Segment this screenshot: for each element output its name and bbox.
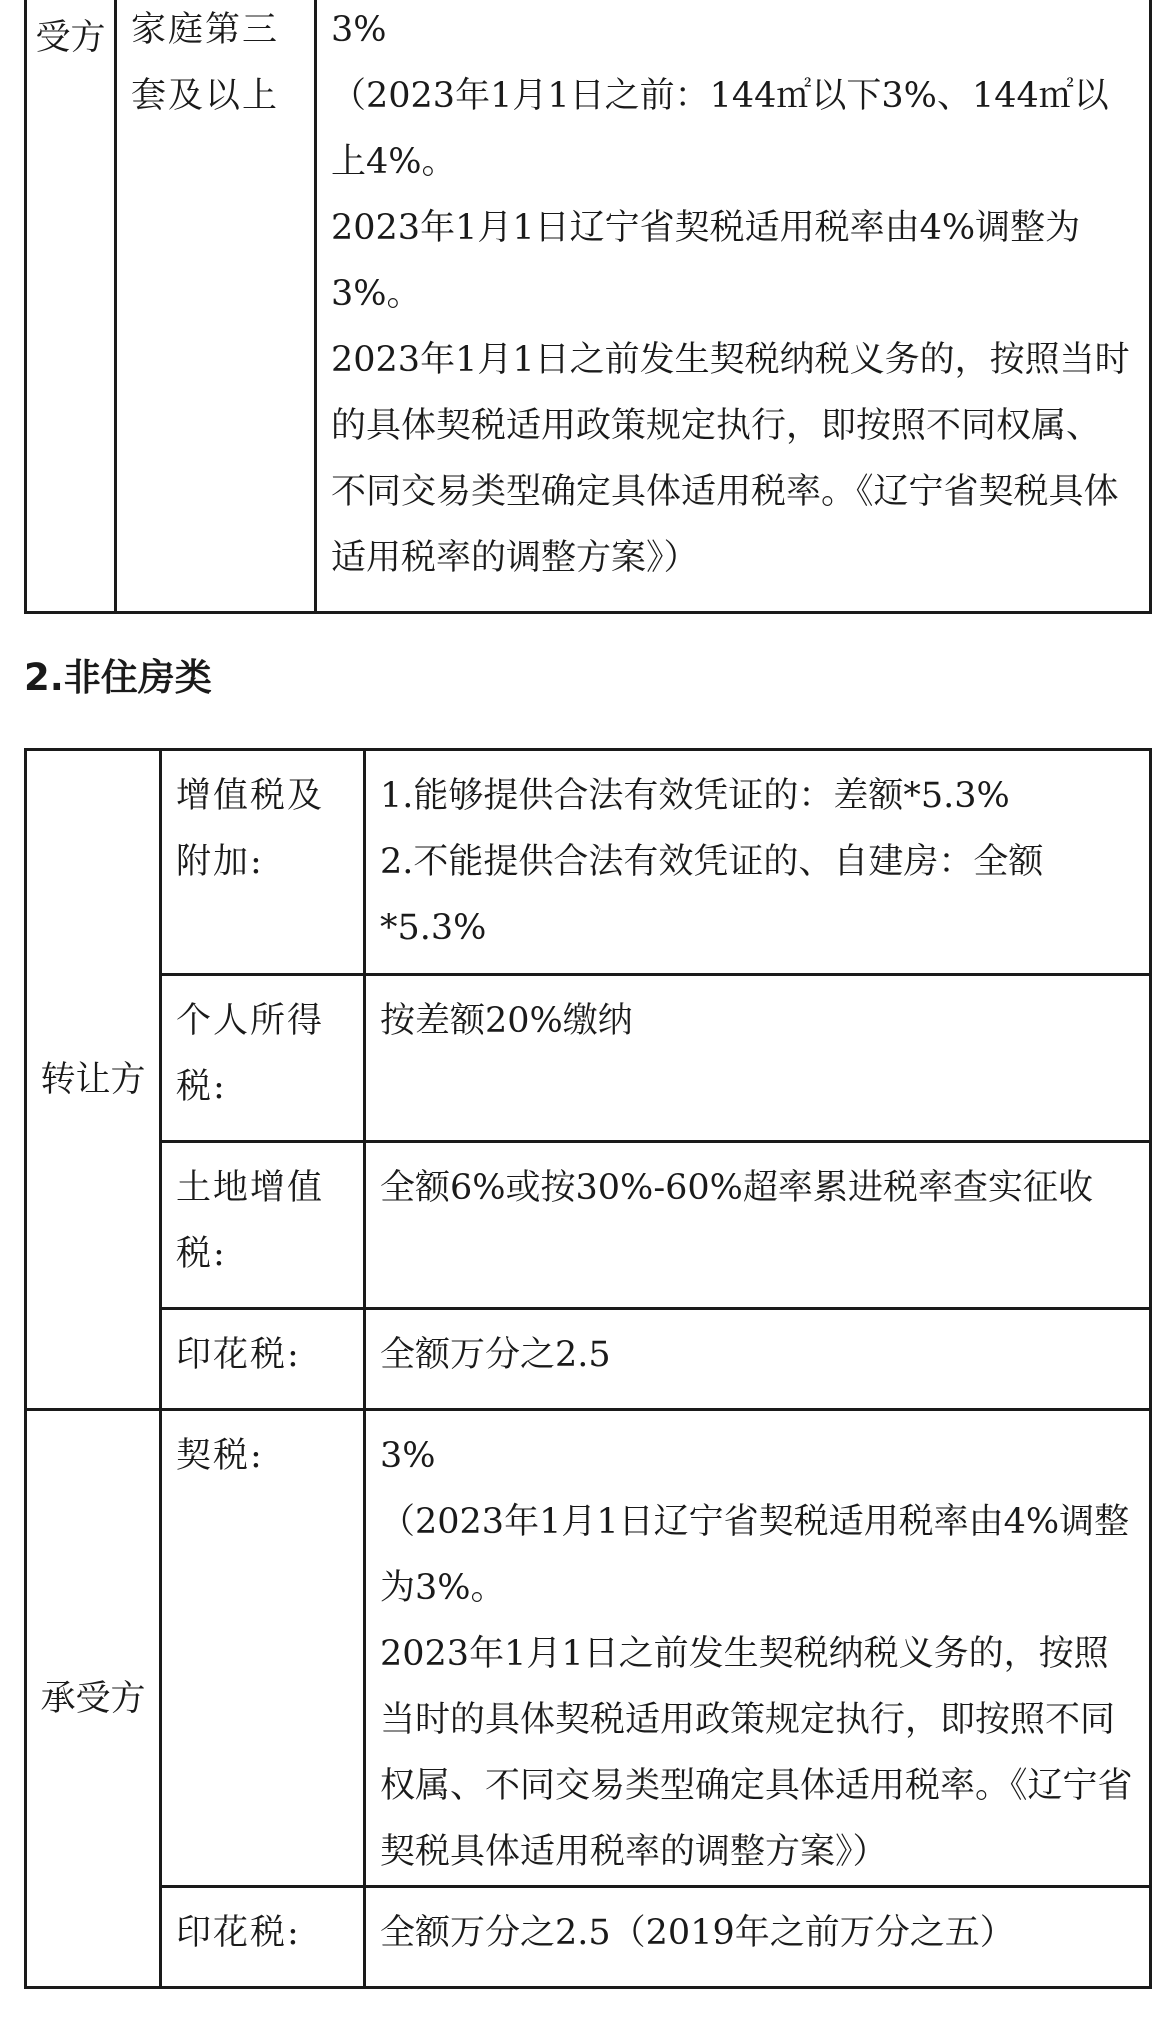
table-row xyxy=(26,0,1151,613)
table-row xyxy=(26,750,1151,975)
content-line: 2.不能提供合法有效凭证的、自建房：全额*5.3% xyxy=(380,842,1044,948)
content-line: 2023年1月1日辽宁省契税适用税率由4%调整为3%。 xyxy=(331,208,1081,314)
content-line: 全额万分之2.5（2019年之前万分之五） xyxy=(380,1913,1015,1953)
tax-label-cell: 家庭第三套及以上 xyxy=(116,0,316,613)
table-row xyxy=(26,1887,1151,1988)
tax-label-cell: 个人所得税: xyxy=(161,975,365,1142)
tax-label-cell: 增值税及附加: xyxy=(161,750,365,975)
content-line: 3% xyxy=(331,10,387,50)
content-line: 1.能够提供合法有效凭证的：差额*5.3% xyxy=(380,776,1010,816)
residential-tax-table-continued xyxy=(24,0,1152,614)
tax-label-cell: 土地增值税: xyxy=(161,1142,365,1309)
tax-content-cell xyxy=(365,1142,1151,1309)
party-cell-transferee: 承受方 xyxy=(26,1410,161,1988)
tax-content-cell xyxy=(365,1309,1151,1410)
tax-content-cell xyxy=(316,0,1151,613)
tax-content-cell xyxy=(365,1887,1151,1988)
party-cell-transferee: 受方 xyxy=(26,0,116,613)
table-row xyxy=(26,1309,1151,1410)
tax-content-cell xyxy=(365,750,1151,975)
content-line: 2023年1月1日之前发生契税纳税义务的，按照当时的具体契税适用政策规定执行，即按照不同权属、不同交易类型确定具体适用税率。《辽宁省契税具体适用税率的调整方案》） xyxy=(380,1634,1133,1872)
content-line: 全额万分之2.5 xyxy=(380,1335,611,1375)
tax-label-cell: 印花税: xyxy=(161,1887,365,1988)
tax-content-cell xyxy=(365,1410,1151,1887)
tax-label-cell: 契税: xyxy=(161,1410,365,1887)
table-row xyxy=(26,1410,1151,1887)
tax-label-cell: 印花税: xyxy=(161,1309,365,1410)
content-line: 3% xyxy=(380,1436,436,1476)
section-heading: 2.非住房类 xyxy=(24,656,212,699)
content-line: （2023年1月1日之前：144㎡以下3%、144㎡以上4%。 xyxy=(331,76,1109,182)
content-line: 按差额20%缴纳 xyxy=(380,1001,633,1041)
party-cell-transferor: 转让方 xyxy=(26,750,161,1410)
content-line: 2023年1月1日之前发生契税纳税义务的，按照当时的具体契税适用政策规定执行，即按照不同权属、不同交易类型确定具体适用税率。《辽宁省契税具体适用税率的调整方案》） xyxy=(331,340,1130,578)
content-line: （2023年1月1日辽宁省契税适用税率由4%调整为3%。 xyxy=(380,1502,1130,1608)
table-row xyxy=(26,1142,1151,1309)
tax-content-cell xyxy=(365,975,1151,1142)
table-row xyxy=(26,975,1151,1142)
non-residential-tax-table xyxy=(24,748,1152,1989)
content-line: 全额6%或按30%-60%超率累进税率查实征收 xyxy=(380,1168,1093,1208)
